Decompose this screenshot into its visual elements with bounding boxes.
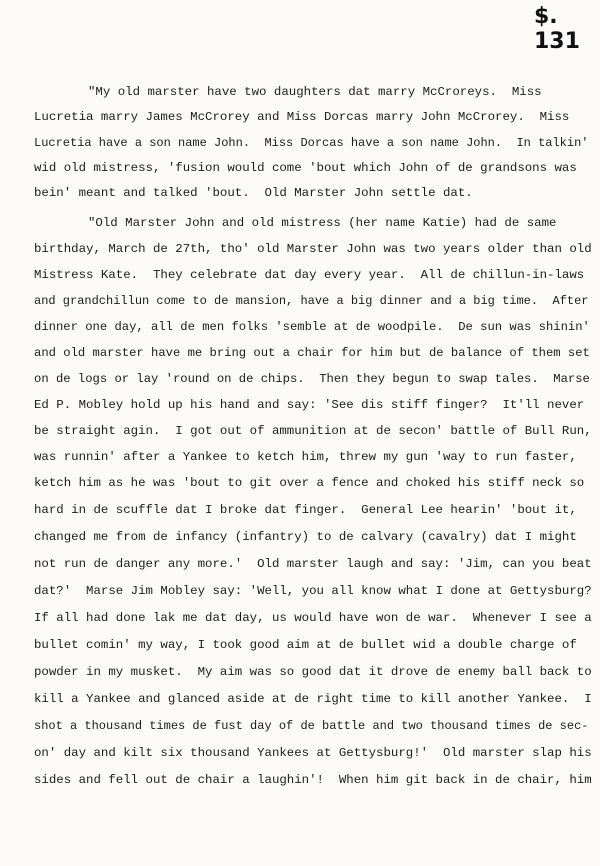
text-line: wid old mistress, 'fusion would come 'bout which John of de grandsons was bbox=[34, 161, 577, 175]
text-line: shot a thousand times de fust day of de battle and two thousand times de sec- bbox=[34, 719, 589, 733]
text-line: "Old Marster John and old mistress (her name Katie) had de same bbox=[88, 216, 557, 230]
text-line: kill a Yankee and glanced aside at de right time to kill another Yankee. I bbox=[34, 692, 592, 706]
text-line: and old marster have me bring out a chair for him but de balance of them set bbox=[34, 346, 590, 360]
text-line: Ed P. Mobley hold up his hand and say: 'See dis stiff finger? It'll never bbox=[34, 398, 585, 412]
text-line: If all had done lak me dat day, us would have won de war. Whenever I see a bbox=[34, 611, 592, 625]
text-line: dat?' Marse Jim Mobley say: 'Well, you all know what I done at Gettysburg? bbox=[34, 584, 592, 598]
text-line: ketch him as he was 'bout to git over a fence and choked his stiff neck so bbox=[34, 476, 585, 490]
text-line: Lucretia have a son name John. Miss Dorcas have a son name John. In talkin' bbox=[34, 136, 589, 150]
text-line: birthday, March de 27th, tho' old Marster John was two years older than old bbox=[34, 242, 592, 256]
page-number-value: 131 bbox=[534, 29, 580, 54]
text-line: on de logs or lay 'round on de chips. Then they begun to swap tales. Marse bbox=[34, 372, 590, 386]
text-line: not run de danger any more.' Old marster laugh and say: 'Jim, can you beat bbox=[34, 557, 592, 571]
text-line: be straight agin. I got out of ammunition at de secon' battle of Bull Run, bbox=[34, 424, 592, 438]
text-line: Lucretia marry James McCrorey and Miss Dorcas marry John McCrorey. Miss bbox=[34, 110, 570, 124]
text-line: was runnin' after a Yankee to ketch him, threw my gun 'way to run faster, bbox=[34, 450, 577, 464]
text-line: changed me from de infancy (infantry) to de calvary (cavalry) dat I might bbox=[34, 530, 577, 544]
text-line: bein' meant and talked 'bout. Old Marster John settle dat. bbox=[34, 186, 473, 200]
text-line: dinner one day, all de men folks 'semble at de woodpile. De sun was shinin' bbox=[34, 320, 590, 334]
text-line: on' day and kilt six thousand Yankees at Gettysburg!' Old marster slap his bbox=[34, 746, 592, 760]
text-line: and grandchillun come to de mansion, have a big dinner and a big time. After bbox=[34, 294, 589, 308]
page-leading-mark: $. bbox=[534, 4, 558, 29]
text-line: sides and fell out de chair a laughin'! When him git back in de chair, him bbox=[34, 773, 592, 787]
text-line: "My old marster have two daughters dat marry McCroreys. Miss bbox=[88, 85, 542, 99]
text-line: bullet comin' my way, I took good aim at de bullet wid a double charge of bbox=[34, 638, 577, 652]
text-line: powder in my musket. My aim was so good dat it drove de enemy ball back to bbox=[34, 665, 592, 679]
text-line: hard in de scuffle dat I broke dat finger. General Lee hearin' 'bout it, bbox=[34, 503, 577, 517]
text-line: Mistress Kate. They celebrate dat day every year. All de chillun-in-laws bbox=[34, 268, 585, 282]
